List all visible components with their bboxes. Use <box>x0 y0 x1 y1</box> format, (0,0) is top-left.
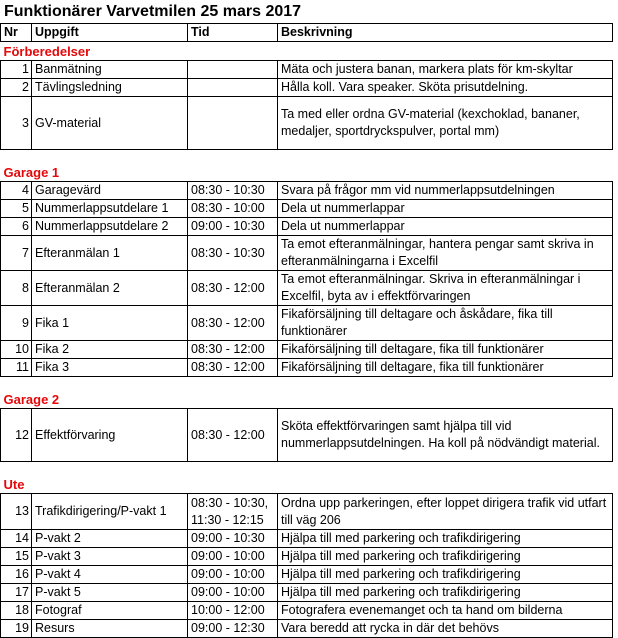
row-tid <box>188 79 278 97</box>
row-tid <box>188 97 278 150</box>
row-uppgift: Resurs <box>32 620 188 638</box>
table-row <box>1 548 613 566</box>
table-row <box>1 409 613 462</box>
row-beskrivning: Svara på frågor mm vid nummerlappsutdelningen <box>278 182 613 200</box>
row-nr: 9 <box>1 306 32 341</box>
row-beskrivning: Fikaförsäljning till deltagare, fika till funktionärer <box>278 359 613 377</box>
row-beskrivning: Dela ut nummerlappar <box>278 218 613 236</box>
row-uppgift: GV-material <box>32 97 188 150</box>
row-nr: 19 <box>1 620 32 638</box>
row-tid: 09:00 - 10:30 <box>188 218 278 236</box>
row-tid: 09:00 - 10:00 <box>188 566 278 584</box>
row-uppgift: P-vakt 4 <box>32 566 188 584</box>
table-row <box>1 530 613 548</box>
row-nr: 4 <box>1 182 32 200</box>
row-tid-line1: 08:30 - 10:30, <box>191 495 269 510</box>
row-tid: 08:30 - 10:30 <box>188 236 278 271</box>
table-row <box>1 494 613 530</box>
row-uppgift: Fotograf <box>32 602 188 620</box>
table-row <box>1 341 613 359</box>
row-uppgift: Tävlingsledning <box>32 79 188 97</box>
section-row <box>1 42 613 61</box>
row-nr: 15 <box>1 548 32 566</box>
row-uppgift: Fika 3 <box>32 359 188 377</box>
row-beskrivning: Fikaförsäljning till deltagare och åskådare, fika till funktionärer <box>278 306 613 341</box>
row-tid <box>188 494 278 530</box>
row-nr: 17 <box>1 584 32 602</box>
row-uppgift: Nummerlappsutdelare 2 <box>32 218 188 236</box>
row-beskrivning: Fotografera evenemanget och ta hand om bilderna <box>278 602 613 620</box>
row-beskrivning: Hjälpa till med parkering och trafikdirigering <box>278 584 613 602</box>
header-tid: Tid <box>188 24 278 42</box>
row-uppgift: Fika 2 <box>32 341 188 359</box>
row-nr: 7 <box>1 236 32 271</box>
row-beskrivning: Ta emot efteranmälningar. Skriva in efteranmälningar i Excelfil, byta av i effektförvaringen <box>278 271 613 306</box>
row-nr: 10 <box>1 341 32 359</box>
section-row <box>1 163 613 182</box>
row-beskrivning: Vara beredd att rycka in där det behövs <box>278 620 613 638</box>
table-row <box>1 602 613 620</box>
row-uppgift: Trafikdirigering/P-vakt 1 <box>32 494 188 530</box>
table-row <box>1 200 613 218</box>
section-row <box>1 390 613 409</box>
section-ute: Ute <box>3 476 25 492</box>
row-beskrivning: Sköta effektförvaringen samt hjälpa till vid nummerlappsutdelningen. Ha koll på nödvändigt material. <box>278 409 613 462</box>
row-uppgift: Efteranmälan 2 <box>32 271 188 306</box>
row-uppgift: P-vakt 3 <box>32 548 188 566</box>
section-garage1: Garage 1 <box>3 164 60 180</box>
table-row <box>1 566 613 584</box>
row-beskrivning: Dela ut nummerlappar <box>278 200 613 218</box>
table-row <box>1 61 613 79</box>
spacer-row <box>1 377 613 391</box>
table-row <box>1 359 613 377</box>
row-nr: 6 <box>1 218 32 236</box>
table-row <box>1 620 613 638</box>
row-uppgift: Efteranmälan 1 <box>32 236 188 271</box>
row-beskrivning: Hålla koll. Vara speaker. Sköta prisutdelning. <box>278 79 613 97</box>
section-forberedelser: Förberedelser <box>3 43 91 59</box>
table-row <box>1 271 613 306</box>
row-nr: 18 <box>1 602 32 620</box>
row-tid: 08:30 - 12:00 <box>188 359 278 377</box>
row-beskrivning: Hjälpa till med parkering och trafikdirigering <box>278 530 613 548</box>
row-beskrivning: Mäta och justera banan, markera plats för km-skyltar <box>278 61 613 79</box>
row-tid: 08:30 - 10:00 <box>188 200 278 218</box>
table-row <box>1 584 613 602</box>
row-nr: 3 <box>1 97 32 150</box>
table-row <box>1 182 613 200</box>
row-nr: 12 <box>1 409 32 462</box>
row-nr: 2 <box>1 79 32 97</box>
spacer-row <box>1 150 613 164</box>
table-row <box>1 236 613 271</box>
row-tid: 08:30 - 12:00 <box>188 409 278 462</box>
row-nr: 16 <box>1 566 32 584</box>
row-beskrivning: Ta emot efteranmälningar, hantera pengar samt skriva in efteranmälningarna i Excelfil <box>278 236 613 271</box>
section-garage2: Garage 2 <box>3 391 60 407</box>
row-uppgift: Fika 1 <box>32 306 188 341</box>
row-uppgift: Nummerlappsutdelare 1 <box>32 200 188 218</box>
row-tid: 10:00 - 12:00 <box>188 602 278 620</box>
row-tid: 09:00 - 10:00 <box>188 548 278 566</box>
spacer-row <box>1 462 613 476</box>
row-tid: 09:00 - 12:30 <box>188 620 278 638</box>
row-tid: 09:00 - 10:30 <box>188 530 278 548</box>
row-uppgift: P-vakt 2 <box>32 530 188 548</box>
row-nr: 8 <box>1 271 32 306</box>
row-beskrivning: Hjälpa till med parkering och trafikdirigering <box>278 548 613 566</box>
row-tid <box>188 61 278 79</box>
row-uppgift: Effektförvaring <box>32 409 188 462</box>
row-beskrivning: Hjälpa till med parkering och trafikdirigering <box>278 566 613 584</box>
header-beskrivning: Beskrivning <box>278 24 613 42</box>
table-row <box>1 97 613 150</box>
schedule-table <box>0 23 613 638</box>
table-row <box>1 306 613 341</box>
header-nr: Nr <box>1 24 32 42</box>
row-uppgift: P-vakt 5 <box>32 584 188 602</box>
row-uppgift: Banmätning <box>32 61 188 79</box>
row-tid: 08:30 - 12:00 <box>188 341 278 359</box>
page-title: Funktionärer Varvetmilen 25 mars 2017 <box>4 3 302 20</box>
row-nr: 13 <box>1 494 32 530</box>
header-row <box>1 24 613 42</box>
row-nr: 1 <box>1 61 32 79</box>
table-row <box>1 218 613 236</box>
row-tid: 08:30 - 12:00 <box>188 271 278 306</box>
row-beskrivning: Fikaförsäljning till deltagare, fika till funktionärer <box>278 341 613 359</box>
header-uppgift: Uppgift <box>32 24 188 42</box>
row-nr: 5 <box>1 200 32 218</box>
table-row <box>1 79 613 97</box>
row-tid: 08:30 - 12:00 <box>188 306 278 341</box>
row-tid-line2: 11:30 - 12:15 <box>191 512 264 527</box>
row-beskrivning: Ordna upp parkeringen, efter loppet dirigera trafik vid utfart till väg 206 <box>278 494 613 530</box>
row-tid: 09:00 - 10:00 <box>188 584 278 602</box>
row-uppgift: Garagevärd <box>32 182 188 200</box>
row-nr: 14 <box>1 530 32 548</box>
row-beskrivning: Ta med eller ordna GV-material (kexchoklad, bananer, medaljer, sportdryckspulver, portal mm) <box>278 97 613 150</box>
section-row <box>1 475 613 494</box>
row-tid: 08:30 - 10:30 <box>188 182 278 200</box>
row-nr: 11 <box>1 359 32 377</box>
